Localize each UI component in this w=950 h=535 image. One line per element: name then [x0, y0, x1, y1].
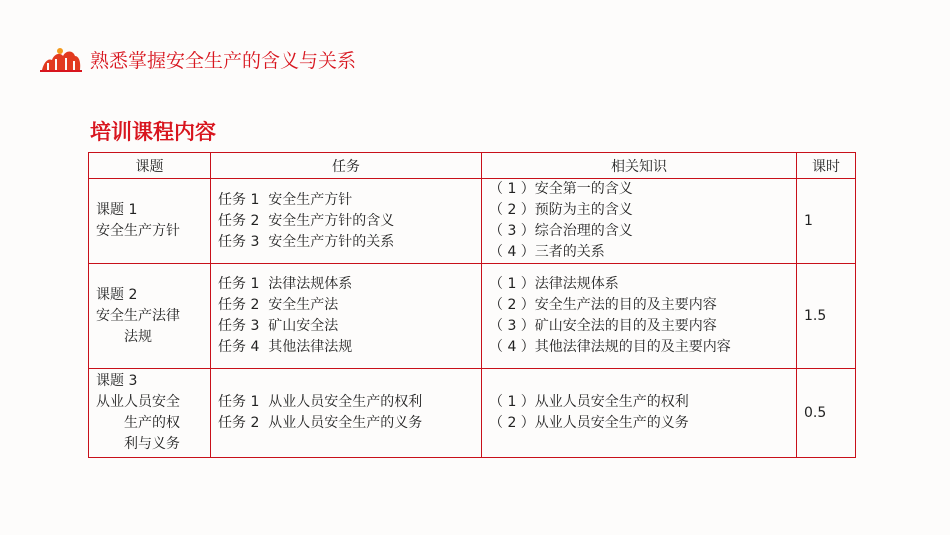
topic-line: 利与义务 — [124, 436, 180, 452]
column-header-hours: 课时 — [797, 153, 856, 179]
task-line: 任务 2 安全生产方针的含义 — [218, 212, 395, 229]
tasks-cell — [211, 264, 482, 369]
topic-line: 课题 1 — [96, 202, 138, 218]
knowledge-line: （ 2 ）预防为主的含义 — [489, 202, 633, 218]
table-row — [89, 369, 856, 458]
knowledge-cell — [482, 369, 797, 458]
knowledge-line: （ 2 ）从业人员安全生产的义务 — [489, 415, 689, 431]
page-header-title: 熟悉掌握安全生产的含义与关系 — [90, 50, 357, 72]
task-line: 任务 1 安全生产方针 — [218, 191, 353, 208]
column-header-task: 任务 — [211, 153, 482, 179]
knowledge-line: （ 3 ）矿山安全法的目的及主要内容 — [489, 318, 717, 334]
tasks-cell — [211, 179, 482, 264]
topic-line: 课题 2 — [96, 286, 138, 303]
topic-line: 安全生产方针 — [96, 223, 180, 239]
topic-line: 从业人员安全 — [96, 394, 180, 410]
column-header-knowledge: 相关知识 — [482, 153, 797, 179]
topic-line: 法规 — [124, 328, 152, 345]
hours-cell: 0.5 — [797, 369, 856, 458]
task-line: 任务 1 从业人员安全生产的权利 — [218, 394, 423, 410]
table-row — [89, 264, 856, 369]
topic-line: 生产的权 — [124, 415, 180, 431]
task-line: 任务 3 矿山安全法 — [218, 318, 339, 334]
knowledge-cell — [482, 179, 797, 264]
knowledge-line: （ 1 ）安全第一的含义 — [489, 181, 633, 197]
knowledge-line: （ 1 ）从业人员安全生产的权利 — [489, 394, 689, 410]
hours-cell: 1 — [797, 179, 856, 264]
column-header-topic: 课题 — [89, 153, 211, 179]
tasks-cell — [211, 369, 482, 458]
task-line: 任务 2 安全生产法 — [218, 297, 339, 313]
red-landscape-logo-icon — [38, 44, 84, 72]
task-line: 任务 2 从业人员安全生产的义务 — [218, 415, 423, 431]
knowledge-cell — [482, 264, 797, 369]
topic-cell — [89, 179, 211, 264]
topic-cell — [89, 369, 211, 458]
topic-cell — [89, 264, 211, 369]
knowledge-line: （ 1 ）法律法规体系 — [489, 276, 619, 292]
knowledge-line: （ 4 ）三者的关系 — [489, 244, 605, 260]
task-line: 任务 3 安全生产方针的关系 — [218, 233, 395, 250]
knowledge-line: （ 2 ）安全生产法的目的及主要内容 — [489, 297, 717, 313]
table-row — [89, 179, 856, 264]
topic-line: 课题 3 — [96, 373, 138, 389]
task-line: 任务 1 法律法规体系 — [218, 276, 353, 292]
topic-line: 安全生产法律 — [96, 307, 180, 324]
task-line: 任务 4 其他法律法规 — [218, 339, 353, 355]
knowledge-line: （ 3 ）综合治理的含义 — [489, 223, 633, 239]
table-header-row — [89, 153, 856, 179]
knowledge-line: （ 4 ）其他法律法规的目的及主要内容 — [489, 339, 731, 355]
section-title: 培训课程内容 — [90, 120, 216, 144]
hours-cell: 1.5 — [797, 264, 856, 369]
course-table — [88, 152, 856, 458]
